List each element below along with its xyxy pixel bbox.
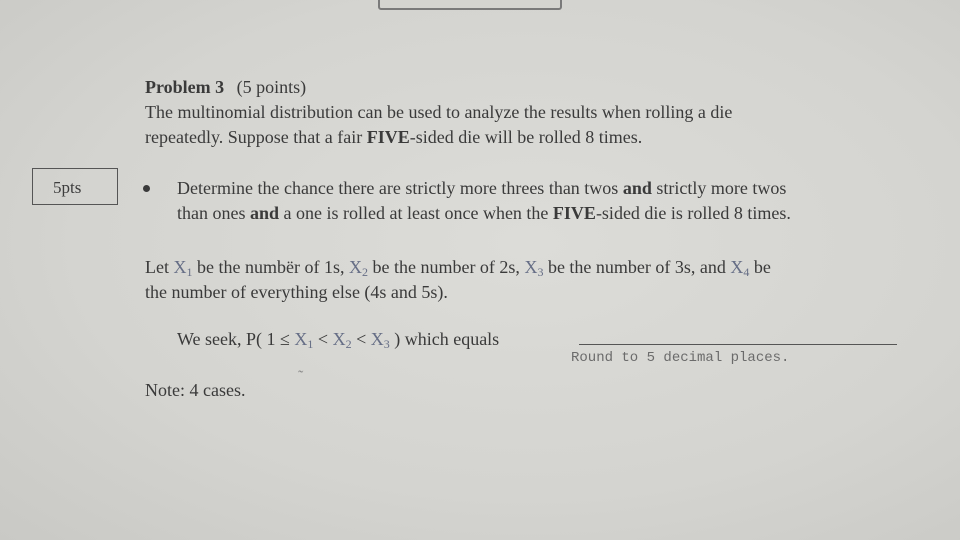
points-box: 5pts xyxy=(32,168,118,205)
sub-2: 2 xyxy=(361,265,368,279)
sub-1: 1 xyxy=(307,337,314,351)
intro-text-end: -sided die will be rolled 8 times. xyxy=(409,127,643,147)
sub-3: 3 xyxy=(383,337,390,351)
var-x: X xyxy=(348,257,362,277)
bullet-line2 xyxy=(177,202,791,224)
sub-1: 1 xyxy=(186,265,193,279)
var-x: X xyxy=(730,257,744,277)
pencil-mark: ˜ xyxy=(298,368,304,385)
def-text: be the number of 3s, and xyxy=(543,257,731,277)
var-x: X xyxy=(524,257,538,277)
seek-text-end: ) which equals xyxy=(389,329,500,349)
bullet-text: Determine the chance there are strictly more threes than twos xyxy=(177,178,623,198)
def-text: be the numbër of 1s, xyxy=(192,257,349,277)
problem-title: Problem 3 xyxy=(145,77,225,97)
var-x: X xyxy=(370,329,384,349)
bullet-text-end: -sided die is rolled 8 times. xyxy=(595,203,791,223)
bullet-bold-and: and xyxy=(249,203,280,223)
note-text: Note: 4 cases. xyxy=(145,380,246,400)
intro-text: repeatedly. Suppose that a fair xyxy=(145,127,367,147)
def-text: Let xyxy=(145,257,174,277)
def-text: be the number of 2s, xyxy=(367,257,525,277)
def-text: be xyxy=(749,257,771,277)
problem-intro-line1: The multinomial distribution can be used to analyze the results when rolling a die xyxy=(145,102,733,122)
var-x: X xyxy=(294,329,308,349)
seek-text: We seek, P( 1 ≤ xyxy=(177,329,295,349)
lt-sign: < xyxy=(313,329,333,349)
bullet-text: a one is rolled at least once when the xyxy=(279,203,553,223)
problem-intro-line2 xyxy=(145,126,642,148)
definition-line2: the number of everything else (4s and 5s). xyxy=(145,282,448,302)
bullet-text-end: strictly more twos xyxy=(651,178,787,198)
var-x: X xyxy=(332,329,346,349)
sub-2: 2 xyxy=(345,337,352,351)
problem-header xyxy=(145,76,306,98)
var-x: X xyxy=(173,257,187,277)
sub-3: 3 xyxy=(537,265,544,279)
bullet-bold-five: FIVE xyxy=(552,203,596,223)
definition-line1 xyxy=(145,256,771,283)
bullet-text: than ones xyxy=(177,203,250,223)
sub-4: 4 xyxy=(743,265,750,279)
answer-box-previous xyxy=(378,0,562,10)
rounding-hint: Round to 5 decimal places. xyxy=(571,350,790,366)
bullet-line1 xyxy=(177,177,786,199)
bullet-icon xyxy=(143,185,150,192)
answer-blank-line[interactable] xyxy=(579,344,897,345)
lt-sign: < xyxy=(351,329,371,349)
intro-bold-five: FIVE xyxy=(366,127,410,147)
problem-points: (5 points) xyxy=(236,77,307,97)
bullet-bold-and: and xyxy=(622,178,652,198)
seek-line xyxy=(177,328,499,355)
